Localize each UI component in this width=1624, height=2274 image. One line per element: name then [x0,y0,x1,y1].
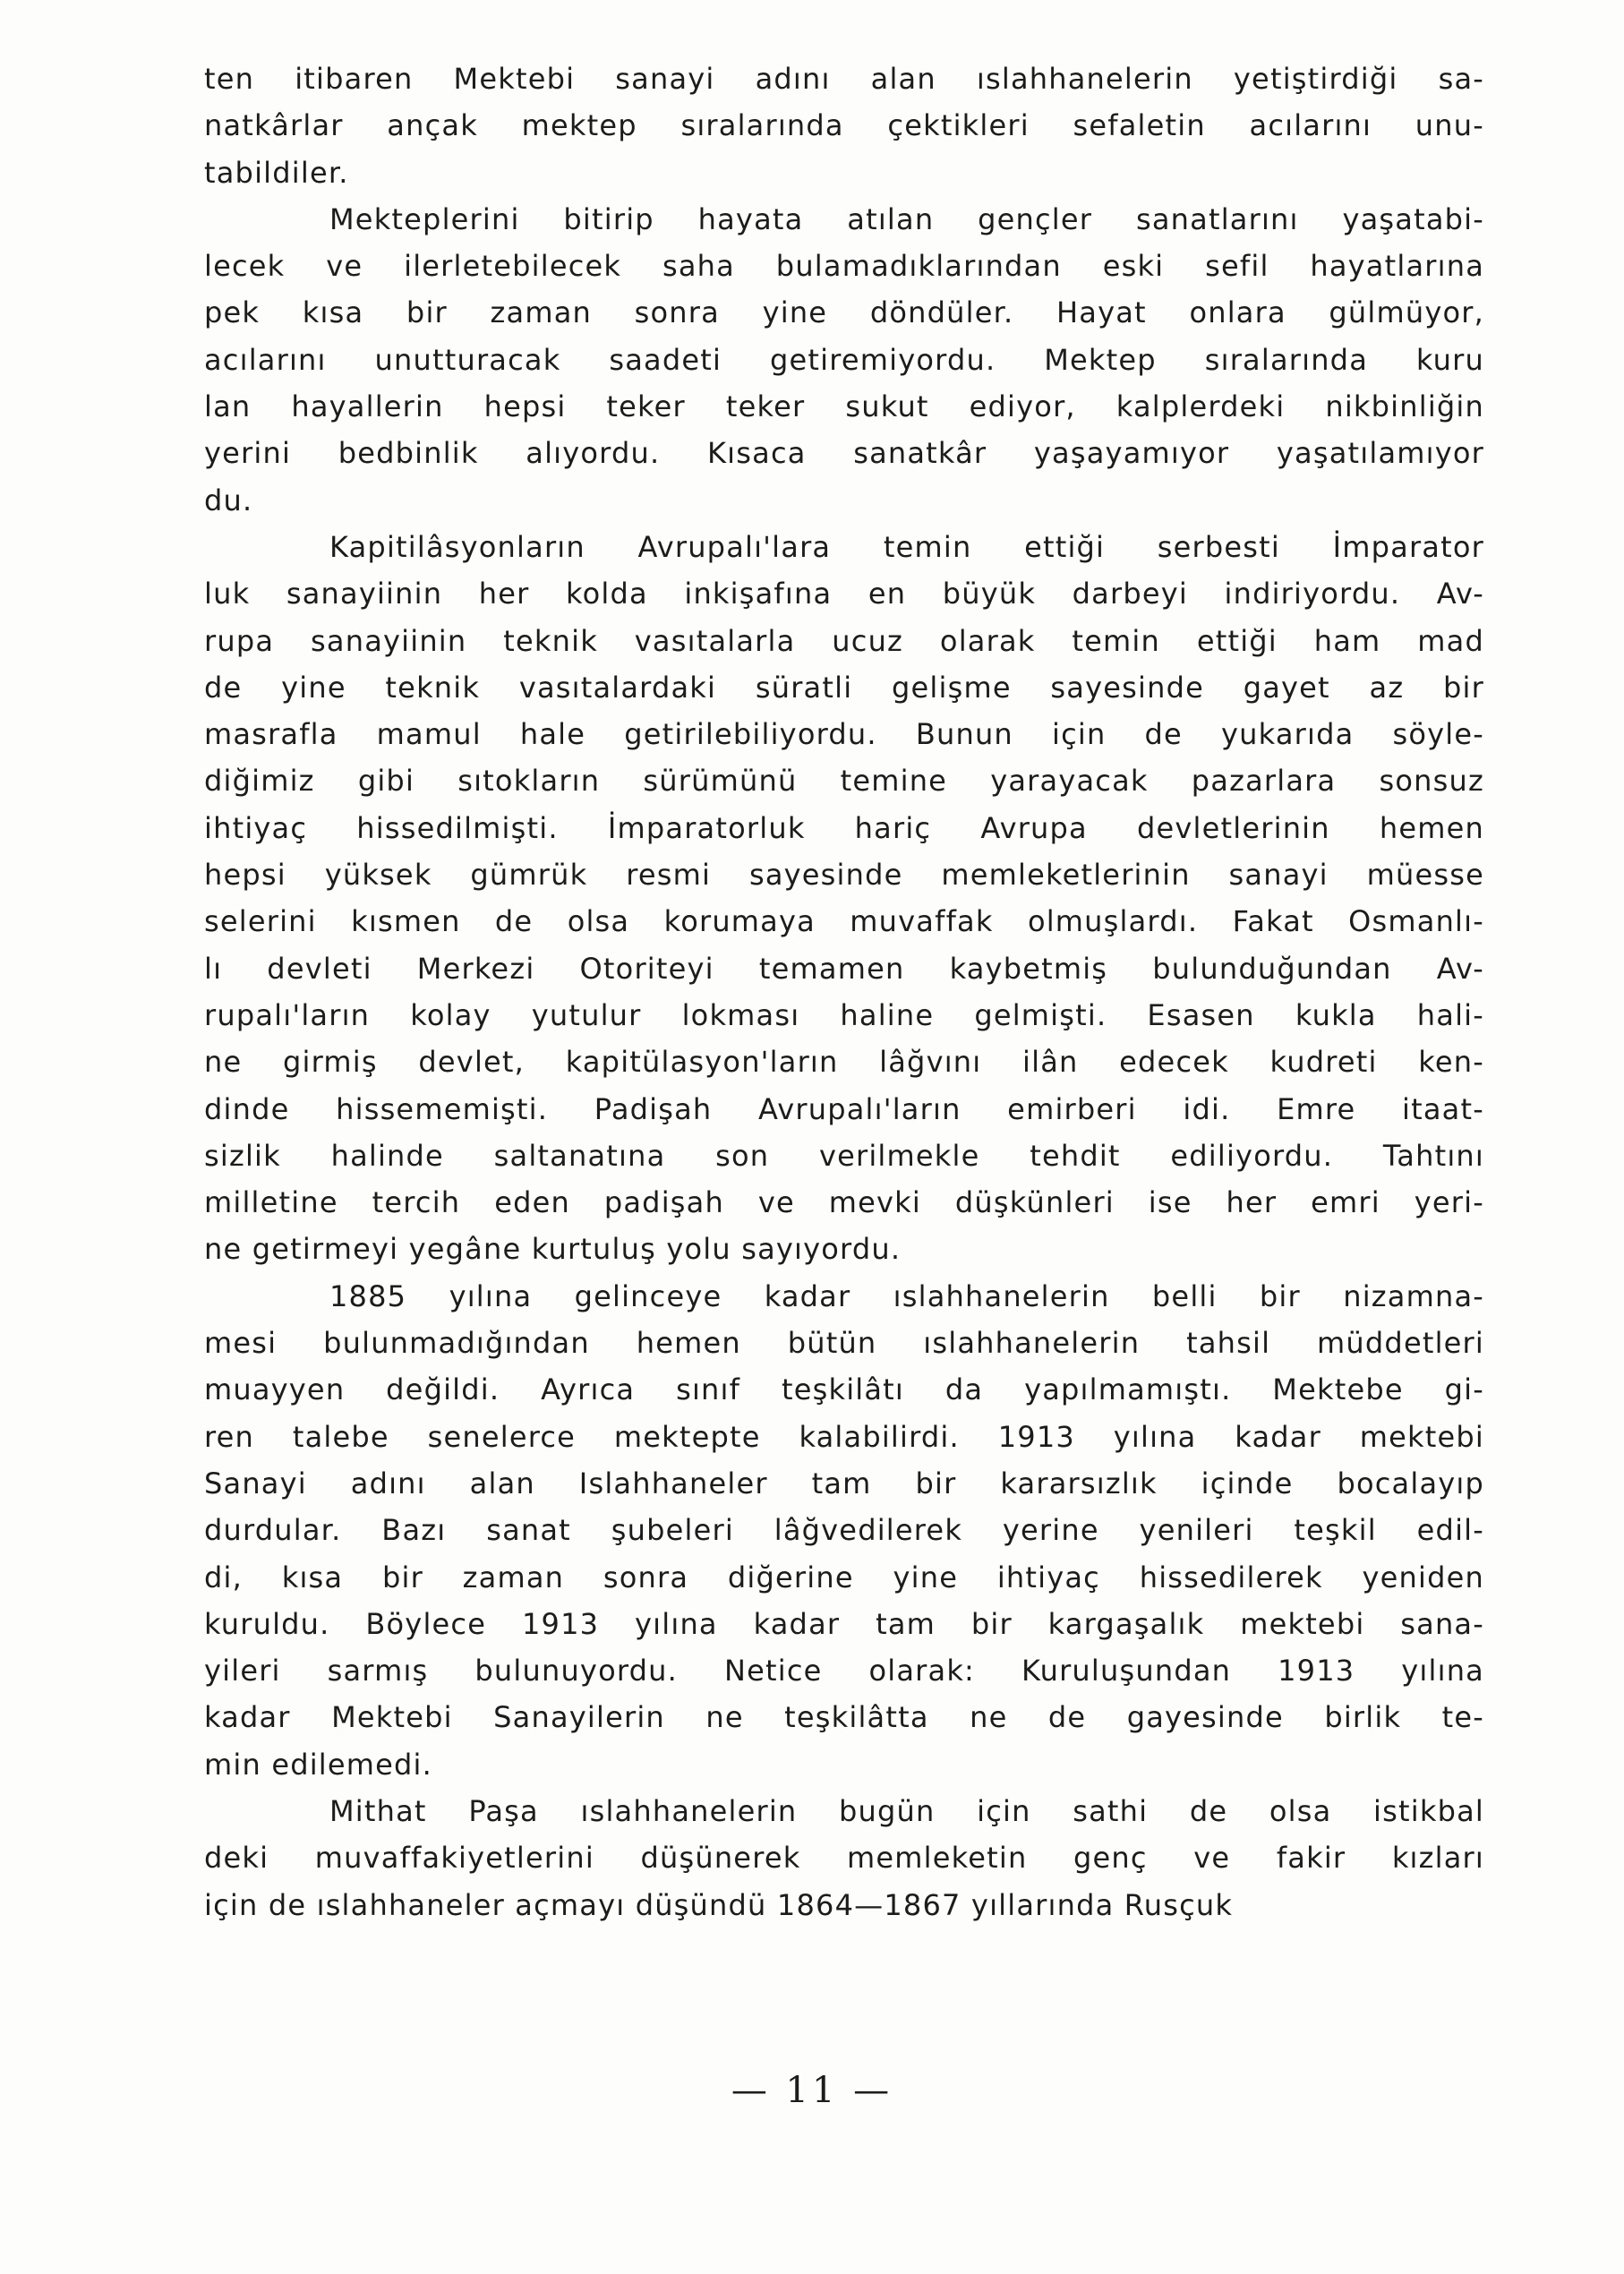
paragraph [204,1273,1484,1788]
text-line: acılarını unutturacak saadeti getiremiyordu. Mektep sıralarında kuru [204,342,1484,377]
text-line: 1885 yılına gelinceye kadar ıslahhanelerin belli bir nizamna- [329,1278,1484,1313]
text-line: rupa sanayiinin teknik vasıtalarla ucuz olarak temin ettiği ham mad [204,623,1484,658]
page-number: — 11 — [731,2070,893,2111]
text-line: muayyen değildi. Ayrıca sınıf teşkilâtı da yapılmamıştı. Mektebe gi- [204,1372,1484,1407]
text-line: durdular. Bazı sanat şubeleri lâğvedilerek yerine yenileri teşkil edil- [204,1513,1484,1548]
text-line: ihtiyaç hissedilmişti. İmparatorluk hariç Avrupa devletlerinin hemen [204,810,1484,845]
text-line: diğimiz gibi sıtokların sürümünü temine yarayacak pazarlara sonsuz [204,764,1484,799]
text-line: kadar Mektebi Sanayilerin ne teşkilâtta ne de gayesinde birlik te- [204,1700,1484,1735]
text-line: luk sanayiinin her kolda inkişafına en büyük darbeyi indiriyordu. Av- [204,577,1484,611]
text-line: lı devleti Merkezi Otoriteyi temamen kaybetmiş bulunduğundan Av- [204,951,1484,986]
paragraph [204,56,1484,196]
text-line: Mithat Paşa ıslahhanelerin bugün için sathi de olsa istikbal [329,1793,1484,1828]
text-line: pek kısa bir zaman sonra yine döndüler. Hayat onlara gülmüyor, [204,295,1484,330]
text-line: deki muvaffakiyetlerini düşünerek memleketin genç ve fakir kızları [204,1841,1484,1876]
paragraph [204,524,1484,1273]
text-line: hepsi yüksek gümrük resmi sayesinde memleketlerinin sanayi müesse [204,858,1484,893]
text-line: ren talebe senelerce mektepte kalabilirdi. 1913 yılına kadar mektebi [204,1419,1484,1454]
text-line: milletine tercih eden padişah ve mevki düşkünleri ise her emri yeri- [204,1185,1484,1220]
text-line: tabildiler. [204,155,349,190]
text-line: rupalı'ların kolay yutulur lokması haline gelmişti. Esasen kukla hali- [204,997,1484,1032]
text-line: Mekteplerini bitirip hayata atılan gençler sanatlarını yaşatabi- [329,201,1484,236]
text-line: min edilemedi. [204,1747,433,1782]
text-line: yileri sarmış bulunuyordu. Netice olarak: Kuruluşundan 1913 yılına [204,1654,1484,1688]
text-line: di, kısa bir zaman sonra diğerine yine ihtiyaç hissedilerek yeniden [204,1560,1484,1594]
text-line: ne girmiş devlet, kapitülasyon'ların lâğvını ilân edecek kudreti ken- [204,1045,1484,1080]
text-line: du. [204,483,253,517]
text-line: lecek ve ilerletebilecek saha bulamadıklarından eski sefil hayatlarına [204,249,1484,284]
text-line: kuruldu. Böylece 1913 yılına kadar tam bir kargaşalık mektebi sana- [204,1606,1484,1641]
text-line: natkârlar ançak mektep sıralarında çektikleri sefaletin acılarını unu- [204,108,1484,143]
paragraph [204,1788,1484,1928]
text-line: için de ıslahhaneler açmayı düşündü 1864—1867 yıllarında Rusçuk [204,1887,1234,1922]
body-text [204,56,1484,1928]
text-line: Kapitilâsyonların Avrupalı'lara temin ettiği serbesti İmparator [329,529,1484,564]
text-line: Sanayi adını alan Islahhaneler tam bir kararsızlık içinde bocalayıp [204,1466,1484,1500]
paragraph [204,196,1484,524]
text-line: ne getirmeyi yegâne kurtuluş yolu sayıyordu. [204,1232,902,1267]
text-line: dinde hissememişti. Padişah Avrupalı'ların emirberi idi. Emre itaat- [204,1091,1484,1126]
text-line: sizlik halinde saltanatına son verilmekle tehdit ediliyordu. Tahtını [204,1138,1484,1173]
text-line: selerini kısmen de olsa korumaya muvaffak olmuşlardı. Fakat Osmanlı- [204,904,1484,939]
text-line: yerini bedbinlik alıyordu. Kısaca sanatkâr yaşayamıyor yaşatılamıyor [204,436,1484,471]
text-line: mesi bulunmadığından hemen bütün ıslahhanelerin tahsil müddetleri [204,1326,1484,1361]
text-line: de yine teknik vasıtalardaki süratli gelişme sayesinde gayet az bir [204,670,1484,705]
text-line: lan hayallerin hepsi teker teker sukut ediyor, kalplerdeki nikbinliğin [204,389,1484,424]
text-line: ten itibaren Mektebi sanayi adını alan ıslahhanelerin yetiştirdiği sa- [204,62,1484,96]
text-line: masrafla mamul hale getirilebiliyordu. Bunun için de yukarıda söyle- [204,717,1484,752]
